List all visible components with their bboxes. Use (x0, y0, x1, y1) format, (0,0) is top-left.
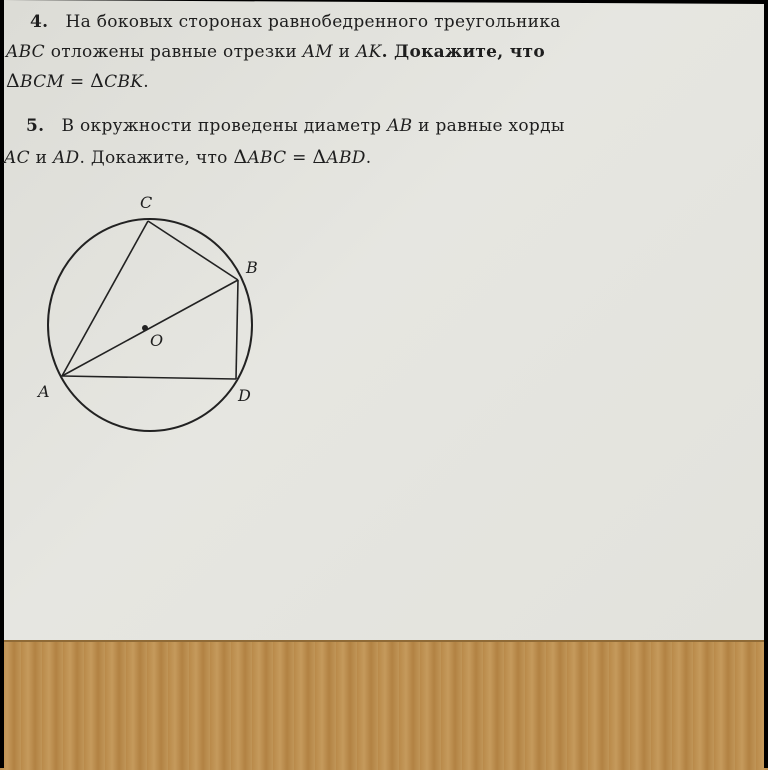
label-a: A (38, 382, 50, 401)
triangle-cbk: CBK (104, 72, 144, 92)
period: . (365, 148, 372, 168)
triangle-bcm: BCM (20, 72, 65, 92)
label-d: D (238, 386, 251, 405)
text-segment: отложены равные отрезки (45, 42, 303, 62)
label-c: C (140, 193, 153, 212)
period: . (143, 72, 149, 92)
equals-sign: = (64, 72, 91, 92)
segment-am: AM (302, 42, 333, 62)
problem-4-number: 4. (30, 12, 49, 32)
chord-ac: AC (4, 148, 30, 168)
triangle-symbol: Δ (6, 70, 21, 92)
circle (48, 219, 252, 431)
diameter-ab: AB (387, 116, 413, 136)
label-b: B (246, 258, 258, 277)
triangle-symbol: Δ (233, 146, 248, 168)
triangle-symbol: Δ (90, 70, 105, 92)
triangle-abc: ABC (6, 42, 45, 62)
center-point (142, 325, 148, 331)
text-and: и (332, 42, 357, 62)
text-chords: и равные хорды (412, 116, 565, 136)
chord-ad: AD (52, 148, 80, 168)
problem-5-text-1: В окружности проведены диаметр (61, 116, 388, 136)
triangle-abd: ABD (326, 148, 366, 168)
text-prove: . Докажите, что (79, 148, 234, 168)
problem-4-text-1: На боковых сторонах равнобедренного треугольника (65, 12, 561, 32)
segment-ak: AK (356, 42, 382, 62)
text-and: и (29, 148, 53, 168)
triangle-symbol: Δ (312, 146, 327, 168)
triangle-abc: ABC (247, 148, 287, 168)
text-prove: . Докажите, что (381, 42, 545, 62)
chord-bd-line (236, 280, 238, 379)
label-o: O (150, 331, 164, 350)
chord-ad-line (62, 376, 236, 379)
problem-5-number: 5. (26, 116, 45, 136)
equals-sign: = (286, 148, 313, 168)
